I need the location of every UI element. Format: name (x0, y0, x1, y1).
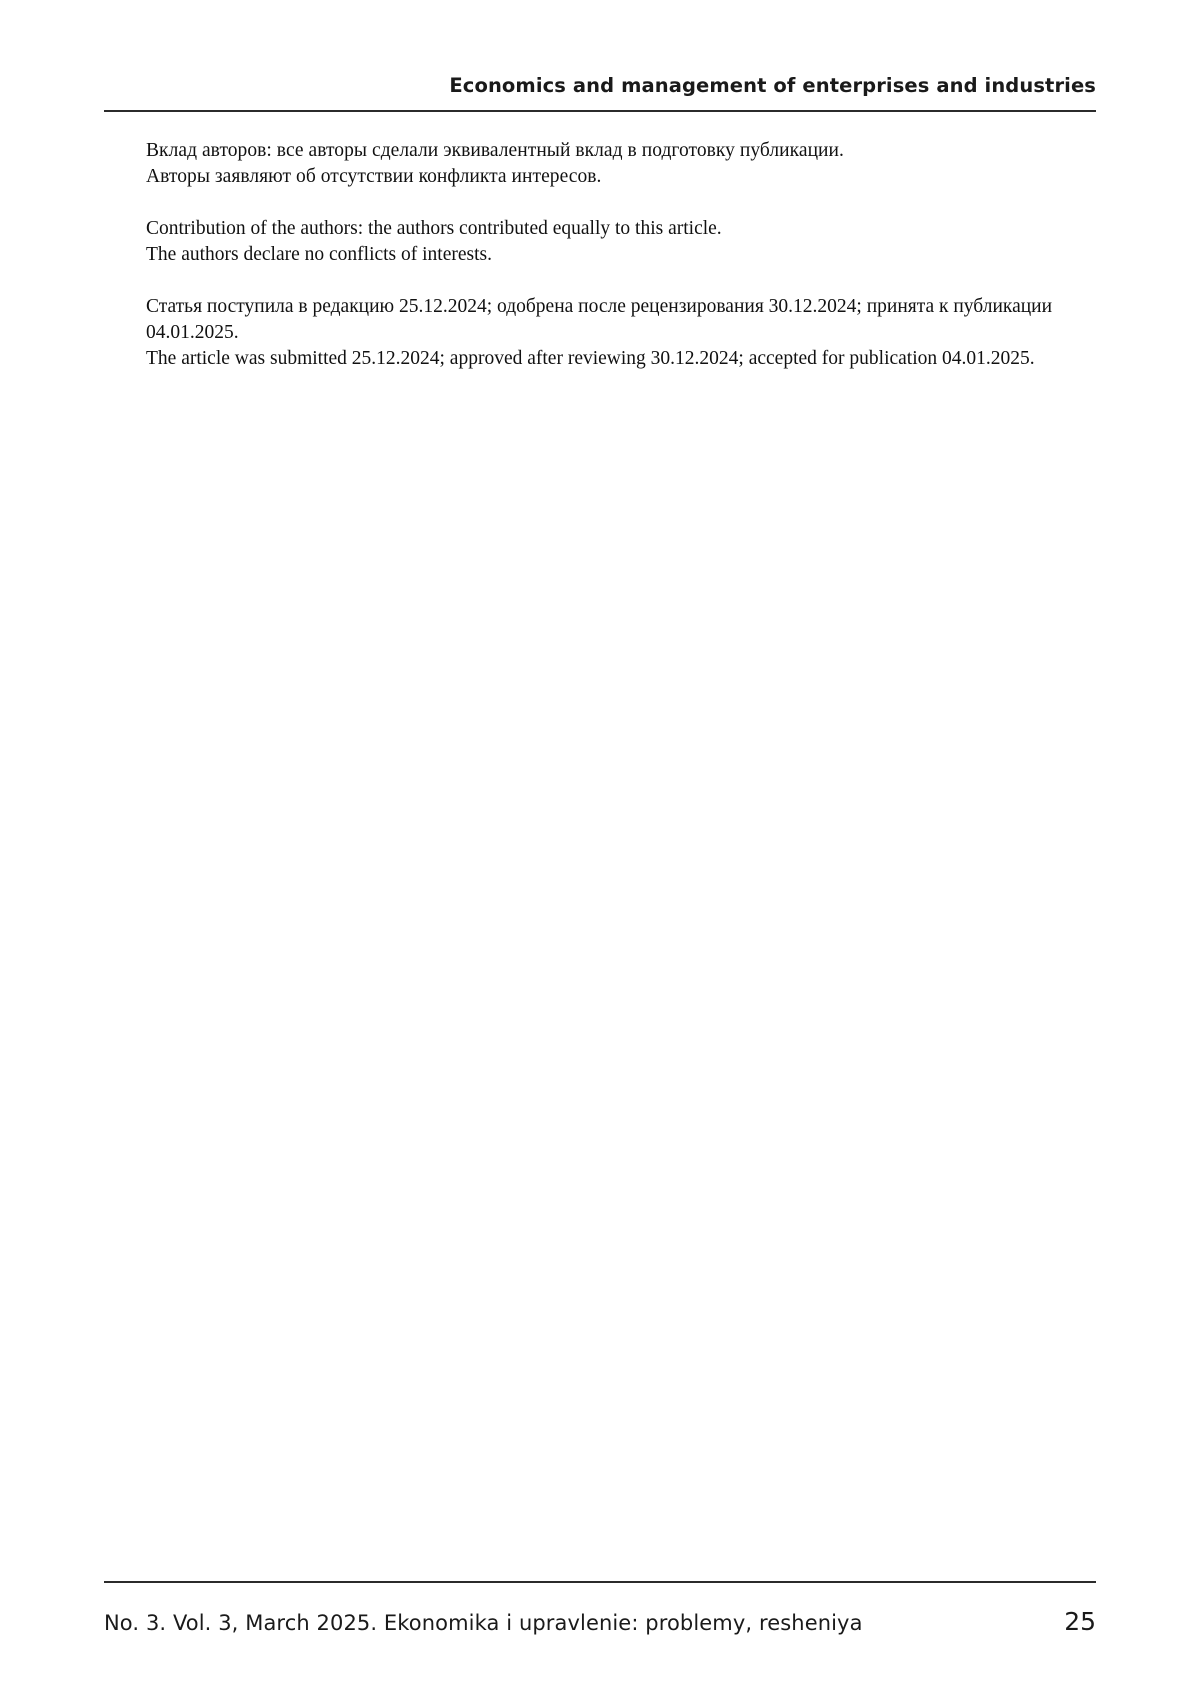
running-head-title: Economics and management of enterprises and industries (449, 74, 1096, 97)
paragraph-spacer-2 (146, 268, 1078, 294)
page-content (146, 138, 1078, 372)
page-footer (104, 1607, 1096, 1636)
dates-ru-line-2: 04.01.2025. (146, 322, 239, 343)
footer-divider (104, 1581, 1096, 1583)
paragraph-authors-contribution-en (146, 216, 1078, 268)
paragraph-spacer-1 (146, 190, 1078, 216)
footer-page-number: 25 (1064, 1607, 1096, 1636)
header-divider (104, 110, 1096, 112)
footer-issue-info: No. 3. Vol. 3, March 2025. Ekonomika i upravlenie: problemy, resheniya (104, 1611, 863, 1635)
contribution-en-line-1: Contribution of the authors: the authors contributed equally to this article. (146, 218, 722, 239)
contribution-ru-line-2: Авторы заявляют об отсутствии конфликта интересов. (146, 166, 602, 187)
contribution-en-line-2: The authors declare no conflicts of interests. (146, 244, 493, 265)
paragraph-submission-dates (146, 294, 1078, 372)
contribution-ru-line-1: Вклад авторов: все авторы сделали эквивалентный вклад в подготовку публикации. (146, 140, 844, 161)
dates-en-line-1: The article was submitted 25.12.2024; approved after reviewing 30.12.2024; accepted for publication 04.01.2025. (146, 348, 1035, 369)
dates-ru-line-1: Статья поступила в редакцию 25.12.2024; одобрена после рецензирования 30.12.2024; принята к публикации (146, 296, 1053, 317)
paragraph-authors-contribution-ru (146, 138, 1078, 190)
